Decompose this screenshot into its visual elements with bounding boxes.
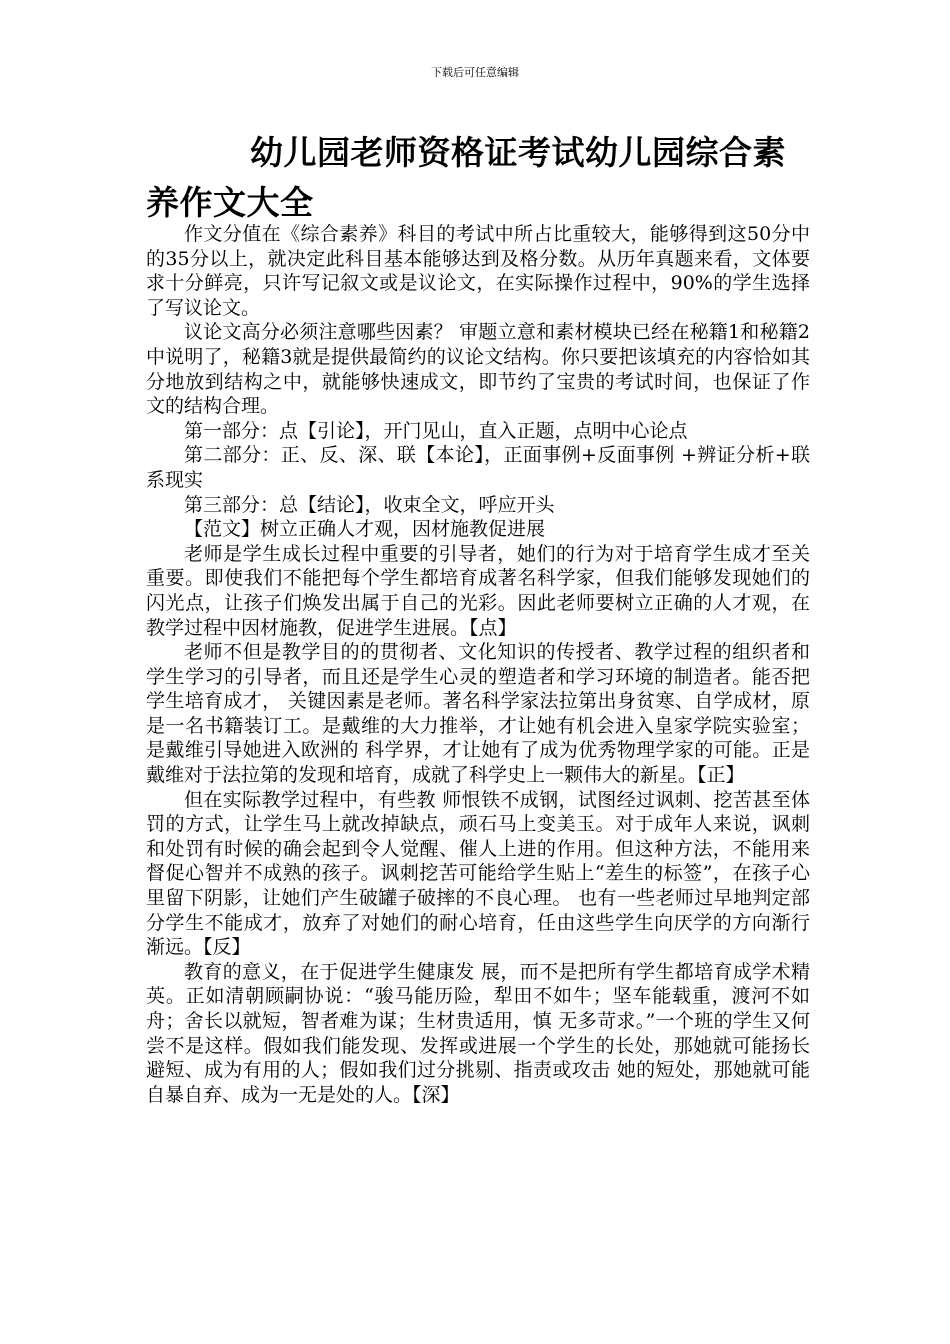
paragraph-intro: 作文分值在《综合素养》科目的考试中所占比重较大，能够得到这50分中的35分以上，就决定此科目基本能够达到及格分数。从历年真题来看，文体要求十分鲜亮，只许写记叙文或是议论文，在实际操作过程中，90%的学生选择了写议论文。 [146, 223, 810, 319]
paragraph-deep: 教育的意义，在于促进学生健康发 展，而不是把所有学生都培育成学术精英。正如清朝顾嗣协说：“骏马能历险，犁田不如牛；坚车能载重，渡河不如舟；舍长以就短，智者难为谋；生材贵适用，慎 无多苛求。”一个班的学生又何尝不是这样。假如我们能发现、发挥或进展一个学生的长处，那她就可能扬长避短、成为有用的人；假如我们过分挑剔、指责或攻击 她的短处，那她就可能自暴自弃、成为一无是处的人。【深】 [146, 960, 810, 1106]
paragraph-positive: 老师不但是教学目的的贯彻者、文化知识的传授者、教学过程的组织者和学生学习的引导者，而且还是学生心灵的塑造者和学习环境的制造者。能否把学生培育成才， 关键因素是老师。著名科学家法拉第出身贫寒、自学成材，原是一名书籍装订工。是戴维的大力推举，才让她有机会进入皇家学院实验室；是戴维引导她进入欧洲的 科学界，才让她有了成为优秀物理学家的可能。正是戴维对于法拉第的发现和培育，成就了科学史上一颗伟大的新星。【正】 [146, 641, 810, 787]
paragraph-part-one: 第一部分：点【引论】，开门见山，直入正题，点明中心论点 [184, 419, 688, 442]
paragraph-part-two: 第二部分：正、反、深、联【本论】，正面事例+反面事例 +辨证分析+联系现实 [146, 444, 810, 491]
paragraph-part-three: 第三部分：总【结论】，收束全文，呼应开头 [184, 493, 555, 516]
header-note: 下载后可任意编辑 [431, 66, 519, 79]
paragraph-point: 老师是学生成长过程中重要的引导者，她们的行为对于培育学生成才至关重要。即使我们不能把每个学生都培育成著名科学家，但我们能够发现她们的闪光点，让孩子们焕发出属于自己的光彩。因此老师要树立正确的人才观，在教学过程中因材施教，促进学生进展。【点】 [146, 542, 810, 639]
document-body [146, 222, 810, 1107]
paragraph-sample-title: 【范文】树立正确人才观，因材施教促进展 [184, 518, 546, 541]
document-title: 幼儿园老师资格证考试幼儿园综合素养作文大全 [146, 133, 786, 222]
paragraph-structure: 议论文高分必须注意哪些因素？ 审题立意和素材模块已经在秘籍1和秘籍2中说明了，秘籍3就是提供最简约的议论文结构。你只要把该填充的内容恰如其分地放到结构之中，就能够快速成文，即节约了宝贵的考试时间，也保证了作文的结构合理。 [146, 321, 810, 418]
paragraph-negative: 但在实际教学过程中，有些教 师恨铁不成钢，试图经过讽刺、挖苦甚至体罚的方式，让学生马上就改掉缺点，顽石马上变美玉。对于成年人来说，讽刺和处罚有时候的确会起到令人觉醒、催人上进的作用。但这种方法，不能用来督促心智并不成熟的孩子。讽刺挖苦可能给学生贴上“差生的标签”，在孩子心里留下阴影，让她们产生破罐子破摔的不良心理。 也有一些老师过早地判定部分学生不能成才，放弃了对她们的耐心培育，任由这些学生向厌学的方向渐行渐远。【反】 [146, 788, 810, 959]
